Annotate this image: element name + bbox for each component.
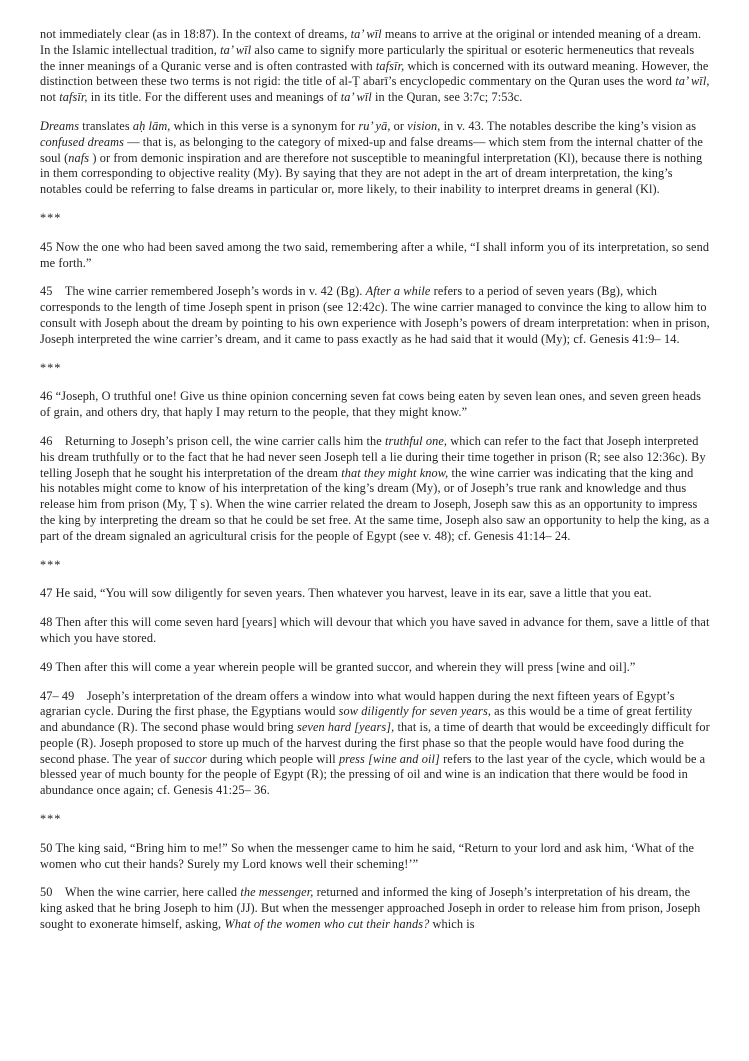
text-run: returned and informed the king of Joseph’s interpretation of his dream, the king asked that he bring Joseph to him (JJ). But when the messenger approached Joseph in order to release him from prison, Joseph sought to exonerate himself, asking, [40, 885, 701, 932]
separator-asterisks: *** [40, 360, 62, 375]
italic-text-run: vision, [407, 118, 441, 133]
text-run: 50 The king said, “Bring him to me!” So when the messenger came to him he said, “Return to your lord and ask him, ‘What of the women who cut their hands? Surely my Lord knows well their scheming!’” [40, 840, 695, 871]
verse-paragraph [40, 586, 711, 602]
text-run: in its title. For the different uses and meanings of [87, 90, 341, 105]
italic-text-run: succor [173, 751, 207, 766]
commentary-paragraph [40, 119, 711, 198]
section-separator [40, 361, 711, 377]
text-run: which is concerned with its outward meaning. However, the distinction between these two terms is not rigid: the title of al-Ṭ abarī’s encyclopedic commentary on the Quran uses the word [40, 58, 709, 89]
text-run: which in this verse is a synonym for [170, 118, 359, 133]
italic-text-run: confused dreams [40, 134, 125, 149]
italic-text-run: What of the women who cut their hands? [224, 917, 430, 932]
text-run: not [40, 90, 60, 105]
text-run: translates [79, 118, 133, 133]
section-separator [40, 812, 711, 828]
italic-text-run: tafsīr, [375, 58, 405, 73]
italic-text-run: ta’ wīl [350, 27, 382, 41]
commentary-paragraph [40, 284, 711, 347]
commentary-paragraph [40, 27, 711, 106]
verse-paragraph [40, 615, 711, 647]
text-run: also came to signify more particularly the spiritual or esoteric hermeneutics that reveals the inner meanings of a Quranic verse and is often contrasted with [40, 42, 695, 73]
text-run: that is, a time of dearth that would be exceedingly difficult for people (R). Joseph proposed to store up much of the harvest during the first phase so that the people would have food during the second phase. The year of [40, 720, 710, 766]
italic-text-run: sow diligently for seven years, [338, 704, 491, 719]
text-run: which is [429, 917, 475, 932]
separator-asterisks: *** [40, 812, 62, 827]
italic-text-run: the messenger, [240, 885, 314, 900]
text-run: not immediately clear (as in 18:87). In the context of dreams, [40, 27, 351, 41]
text-run: 49 Then after this will come a year wherein people will be granted succor, and wherein they will press [wine and oil].” [40, 659, 636, 674]
separator-asterisks: *** [40, 210, 62, 225]
commentary-paragraph [40, 689, 711, 800]
separator-asterisks: *** [40, 557, 62, 572]
italic-text-run: Dreams [40, 118, 80, 133]
text-run: as this would be a time of great fertility and abundance (R). The second phase would bring [40, 704, 693, 735]
verse-paragraph [40, 240, 711, 272]
italic-text-run: ta’ wīl [220, 42, 252, 57]
section-separator [40, 558, 711, 574]
text-run: — that is, as belonging to the category of mixed-up and false dreams— which stem from the internal chatter of the soul ( [40, 134, 703, 165]
italic-text-run: seven hard [years], [296, 720, 395, 735]
text-run: the wine carrier was indicating that the king and his notables might come to know of his interpretation of the king’s dream (My), or of Joseph’s true rank and knowledge and thus release him from prison (My, Ṭ s). When the wine carrier related the dream to Joseph, Joseph saw this as an opportunity to impress the king by interpreting the dream so that he could be set free. At the same time, Joseph also saw an opportunity to help the king, as a part of the dream signaled an agricultural crisis for the people of Egypt (see v. 48); cf. Genesis 41:14– 24. [40, 465, 710, 543]
text-run: during which people will [206, 751, 339, 766]
text-run: 46 Returning to Joseph’s prison cell, the wine carrier calls him the [40, 433, 385, 448]
section-separator [40, 211, 711, 227]
italic-text-run: that they might know, [341, 465, 449, 480]
italic-text-run: ta’ wīl, [675, 74, 710, 89]
text-run: in the Quran, see 3:7c; 7:53c. [371, 90, 523, 105]
text-run: which can refer to the fact that Joseph interpreted his dream truthfully or to the fact that he had never seen Joseph tell a lie during their time together in prison (R; see also 12:36c). By telling Joseph that he sought his interpretation of the dream [40, 433, 706, 480]
italic-text-run: tafsīr, [59, 90, 88, 105]
verse-paragraph [40, 660, 711, 676]
text-run: 45 Now the one who had been saved among the two said, remembering after a while, “I shall inform you of its interpretation, so send me forth.” [40, 239, 710, 270]
text-run: or [390, 118, 408, 133]
text-run: ) or from demonic inspiration and are therefore not susceptible to meaningful interpretation (Kl), because there is nothing in them corresponding to objective reality (My). By saying that they are not adept in the art of dream interpretation, the king’s notables could be referring to false dreams in particular or, more likely, to their inability to interpret dreams in general (Kl). [40, 150, 703, 197]
italic-text-run: press [wine and oil] [338, 751, 440, 766]
commentary-paragraph [40, 434, 711, 545]
text-run: 48 Then after this will come seven hard [years] which will devour that which you have saved in advance for them, save a little of that which you have stored. [40, 615, 710, 645]
italic-text-run: ta’ wīl [340, 90, 372, 105]
italic-text-run: aḥ lām, [132, 118, 171, 133]
text-run: 46 “Joseph, O truthful one! Give us thine opinion concerning seven fat cows being eaten by seven lean ones, and seven green heads of grain, and others dry, that haply I may return to the people, that they might know.” [40, 389, 702, 420]
page-content [40, 27, 711, 933]
italic-text-run: truthful one, [385, 433, 448, 448]
verse-paragraph [40, 841, 711, 873]
text-run: 50 When the wine carrier, here called [40, 885, 241, 900]
text-run: in v. 43. The notables describe the king’s vision as [440, 118, 697, 133]
text-run: 47 He said, “You will sow diligently for seven years. Then whatever you harvest, leave in its ear, save a little that you eat. [40, 586, 652, 601]
text-run: means to arrive at the original or intended meaning of a dream. In the Islamic intellectual tradition, [40, 27, 702, 57]
text-run: refers to a period of seven years (Bg), which corresponds to the length of time Joseph spent in prison (see 12:42c). The wine carrier managed to convince the king to allow him to consult with Joseph about the dream by pointing to his own experience with Joseph’s powers of dream interpretation: when in prison, Joseph interpreted the wine carrier’s dream, and it came to pass exactly as he had said that it would (My); cf. Genesis 41:9– 14. [40, 284, 710, 346]
italic-text-run: nafs [68, 150, 90, 165]
text-run: 47– 49 Joseph’s interpretation of the dream offers a window into what would happen during the next fifteen years of Egypt’s agrarian cycle. During the first phase, the Egyptians would [40, 688, 675, 719]
commentary-paragraph [40, 885, 711, 932]
text-run: 45 The wine carrier remembered Joseph’s words in v. 42 (Bg). [40, 284, 366, 299]
text-run: refers to the last year of the cycle, which would be a blessed year of much bounty for the people of Egypt (R); the pressing of oil and wine is an indication that there would be food in abundance once again; cf. Genesis 41:25– 36. [40, 751, 706, 798]
verse-paragraph [40, 389, 711, 421]
italic-text-run: After a while [365, 284, 431, 299]
italic-text-run: ru’ yā, [358, 118, 391, 133]
